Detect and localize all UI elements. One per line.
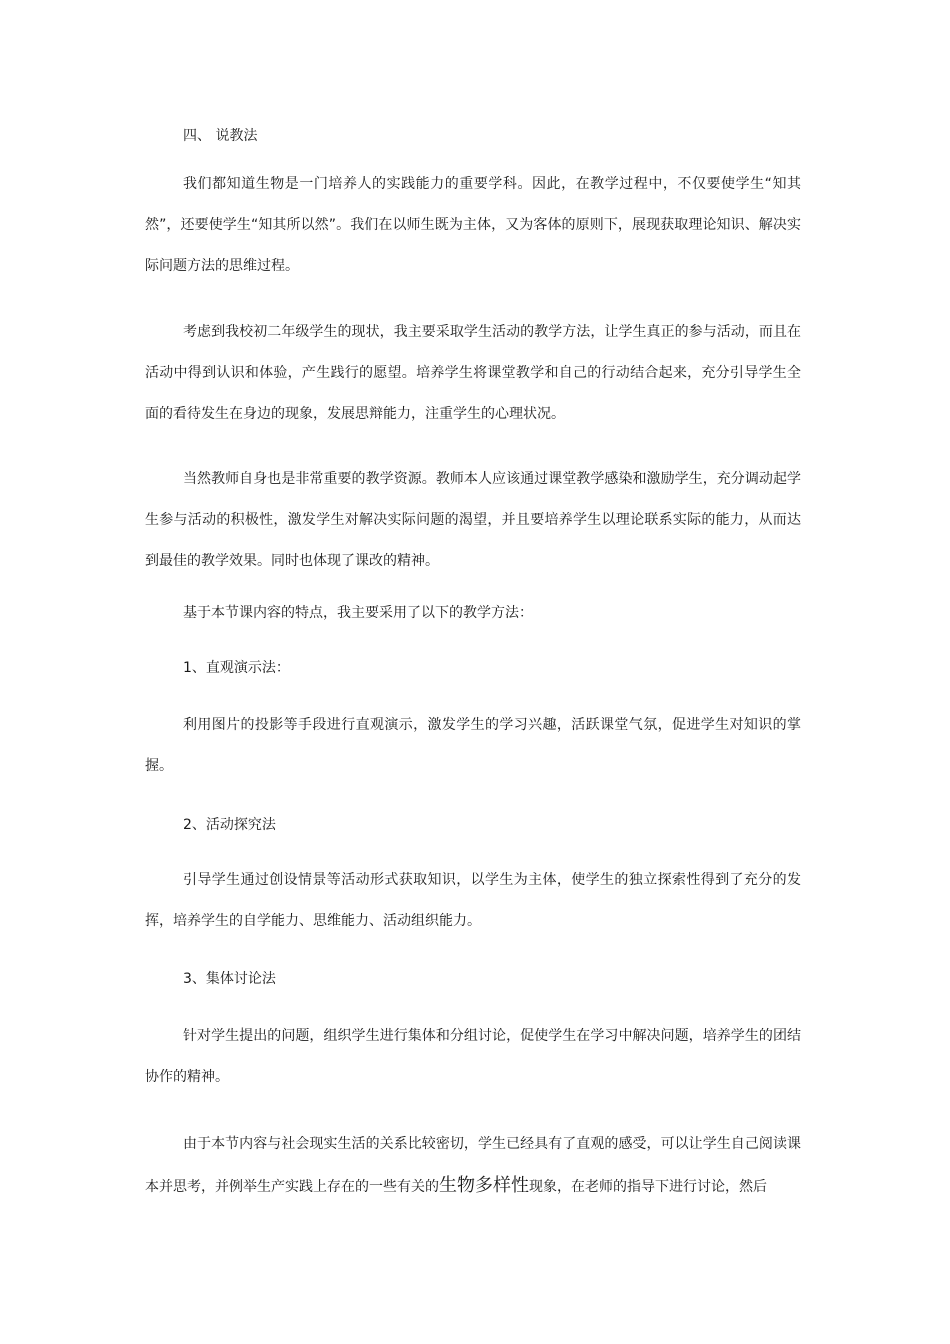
method-title-1: 1、直观演示法： [183,660,290,676]
closing-emphasis: 生物多样性 [439,1175,529,1196]
paragraph-intro: 我们都知道生物是一门培养人的实践能力的重要学科。因此，在教学过程中，不仅要使学生“知其然”，还要使学生“知其所以然”。我们在以师生既为主体，又为客体的原则下，展现获取理论知识、解决实际问题方法的思维过程。 [145,176,801,274]
paragraph-student-situation: 考虑到我校初二年级学生的现状，我主要采取学生活动的教学方法，让学生真正的参与活动，而且在活动中得到认识和体验，产生践行的愿望。培养学生将课堂教学和自己的行动结合起来，充分引导学生全面的看待发生在身边的现象，发展思辩能力，注重学生的心理状况。 [145,324,801,422]
method-title-2: 2、活动探究法 [183,817,276,833]
closing-text-before: 由于本节内容与社会现实生活的关系比较密切，学生已经具有了直观的感受，可以让学生自己阅读课本并思考，并例举生产实践上存在的一些有关的 [145,1136,801,1195]
method-title-3: 3、集体讨论法 [183,971,276,987]
methods-intro: 基于本节课内容的特点，我主要采用了以下的教学方法： [183,605,533,621]
paragraph-closing [145,1124,801,1208]
closing-text-after: 现象，在老师的指导下进行讨论，然后 [529,1179,767,1195]
method-desc-2: 引导学生通过创设情景等活动形式获取知识，以学生为主体，使学生的独立探索性得到了充分的发挥，培养学生的自学能力、思维能力、活动组织能力。 [145,872,801,929]
paragraph-teacher-resource: 当然教师自身也是非常重要的教学资源。教师本人应该通过课堂教学感染和激励学生，充分调动起学生参与活动的积极性，激发学生对解决实际问题的渴望，并且要培养学生以理论联系实际的能力，从而达到最佳的教学效果。同时也体现了课改的精神。 [145,471,801,569]
method-desc-1: 利用图片的投影等手段进行直观演示，激发学生的学习兴趣，活跃课堂气氛，促进学生对知识的掌握。 [145,717,801,774]
method-desc-3: 针对学生提出的问题，组织学生进行集体和分组讨论，促使学生在学习中解决问题，培养学生的团结协作的精神。 [145,1028,801,1085]
section-heading: 四、 说教法 [183,128,258,144]
